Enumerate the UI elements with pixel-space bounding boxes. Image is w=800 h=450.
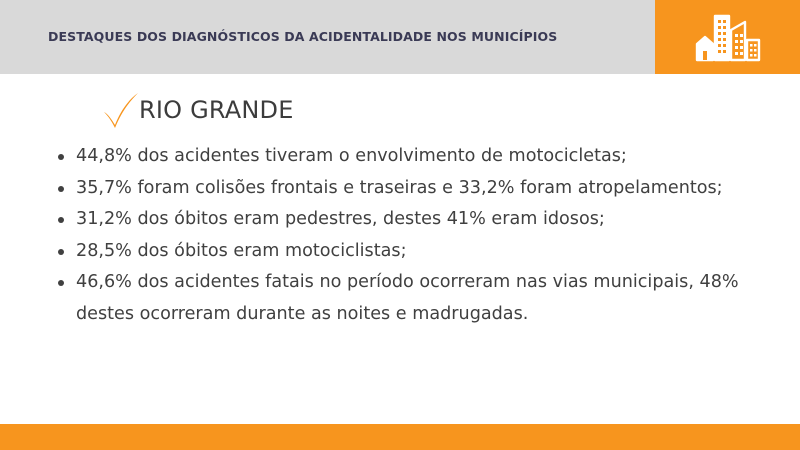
header-band (0, 0, 655, 74)
bullet-icon (58, 186, 64, 192)
list-item-text: 31,2% dos óbitos eram pedestres, destes 41% eram idosos; (76, 209, 605, 230)
list-item (50, 236, 750, 268)
section-title: RIO GRANDE (139, 96, 294, 124)
page-title: DESTAQUES DOS DIAGNÓSTICOS DA ACIDENTALIDADE NOS MUNICÍPIOS (48, 29, 558, 44)
city-buildings-icon (693, 10, 763, 64)
bullet-icon (58, 280, 64, 286)
list-item (50, 204, 750, 236)
list-item-text: 28,5% dos óbitos eram motociclistas; (76, 240, 407, 261)
list-item (50, 141, 750, 173)
bullet-icon (58, 249, 64, 255)
list-item-text: 35,7% foram colisões frontais e traseiras e 33,2% foram atropelamentos; (76, 177, 723, 198)
footer-band (0, 424, 800, 450)
bullet-icon (58, 154, 64, 160)
list-item-text: 46,6% dos acidentes fatais no período ocorreram nas vias municipais, 48% destes ocorreram durante as noites e madrugadas. (76, 272, 739, 324)
list-item-text: 44,8% dos acidentes tiveram o envolvimento de motocicletas; (76, 146, 627, 166)
highlights-list (50, 141, 750, 331)
checkmark-icon (100, 90, 142, 130)
list-item (50, 173, 750, 205)
list-item (50, 267, 750, 330)
section-heading (100, 90, 294, 130)
bullet-icon (58, 217, 64, 223)
logo-box (655, 0, 800, 74)
